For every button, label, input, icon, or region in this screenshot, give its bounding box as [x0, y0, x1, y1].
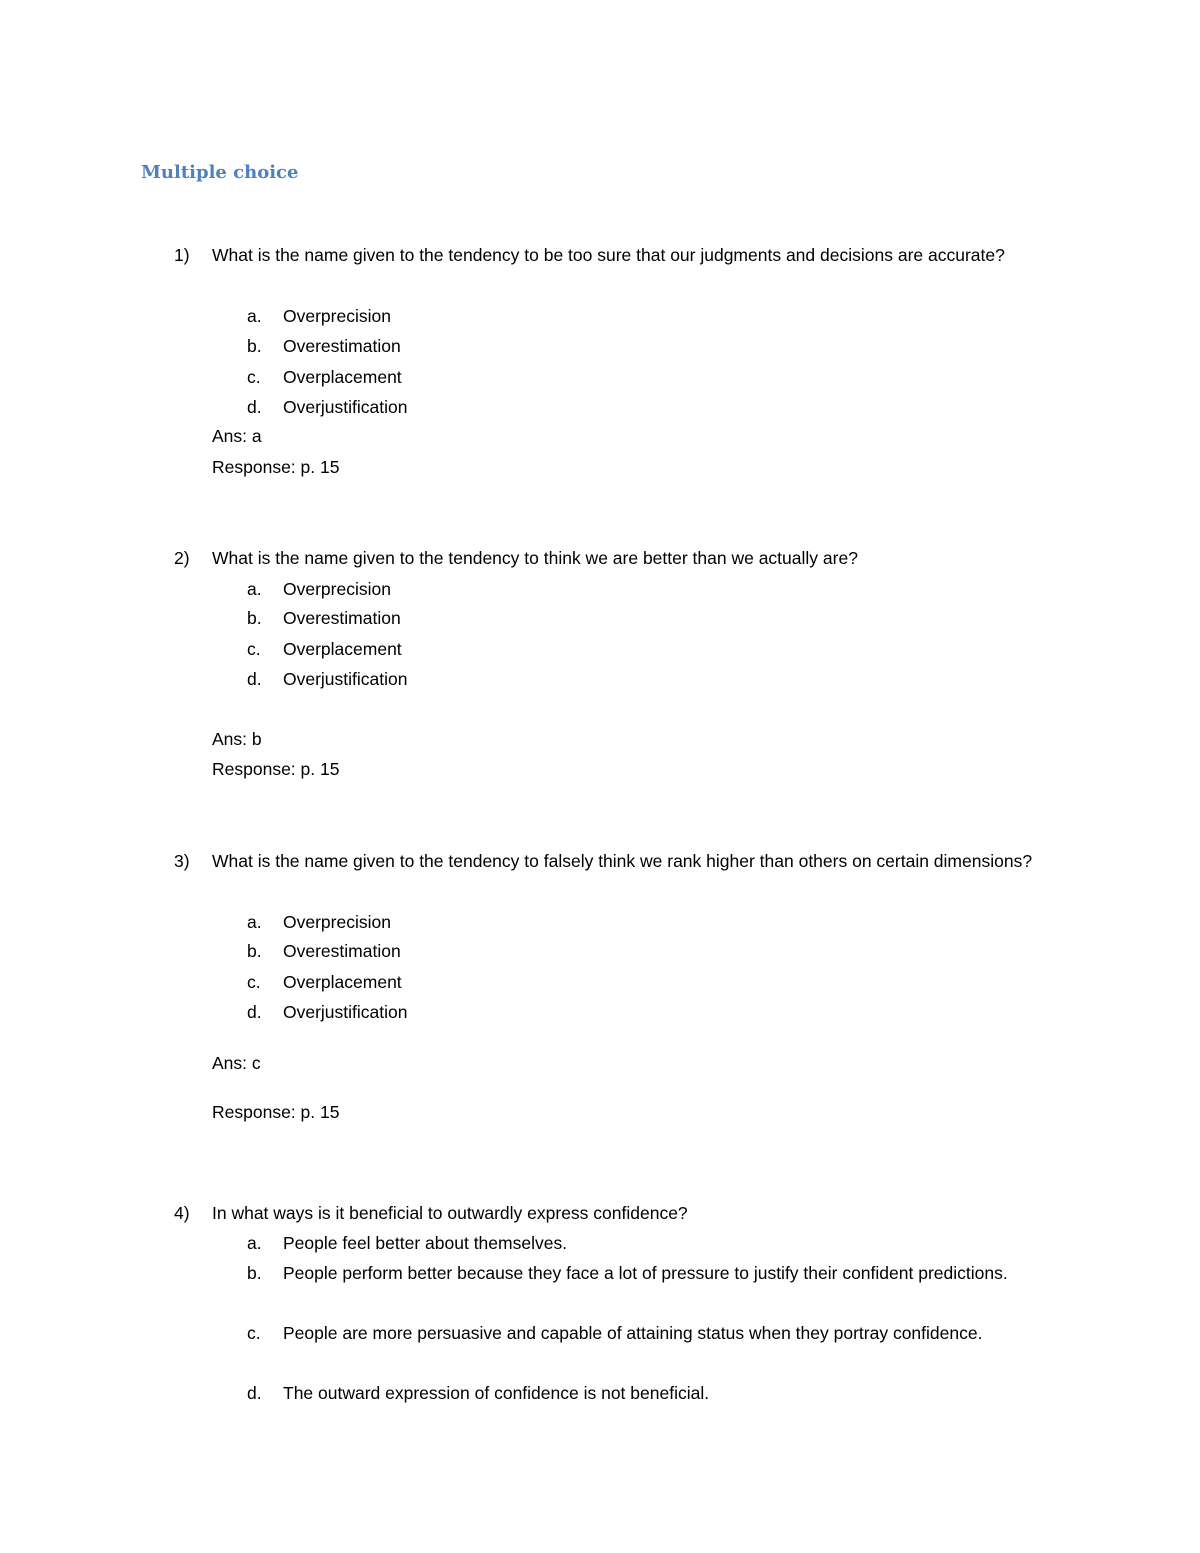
option-letter: a.	[247, 912, 262, 932]
option-text: People are more persuasive and capable of attaining status when they portray confidence.	[283, 1323, 983, 1343]
option-letter: c.	[247, 367, 261, 387]
option-text: Overestimation	[283, 336, 401, 356]
option-text: Overplacement	[283, 972, 402, 992]
response-text: Response: p. 15	[212, 1102, 340, 1122]
section-title: Multiple choice	[141, 162, 299, 183]
question-text: What is the name given to the tendency to falsely think we rank higher than others on certain dimensions?	[212, 851, 1033, 871]
option-text: Overestimation	[283, 941, 401, 961]
question-text: What is the name given to the tendency to be too sure that our judgments and decisions are accurate?	[212, 245, 1005, 265]
option-letter: b.	[247, 941, 262, 961]
answer-text: Ans: b	[212, 729, 262, 749]
option-letter: a.	[247, 1233, 262, 1253]
answer-text: Ans: c	[212, 1053, 261, 1073]
answer-text: Ans: a	[212, 426, 262, 446]
option-text: People perform better because they face a lot of pressure to justify their confident predictions.	[283, 1263, 1008, 1283]
option-text: Overplacement	[283, 367, 402, 387]
option-text: The outward expression of confidence is not beneficial.	[283, 1383, 710, 1403]
option-text: People feel better about themselves.	[283, 1233, 568, 1253]
response-text: Response: p. 15	[212, 457, 340, 477]
question-text: What is the name given to the tendency to think we are better than we actually are?	[212, 548, 858, 568]
option-text: Overjustification	[283, 1002, 408, 1022]
question-number: 2)	[174, 548, 190, 568]
question-text: In what ways is it beneficial to outwardly express confidence?	[212, 1203, 688, 1223]
question-number: 3)	[174, 851, 190, 871]
option-letter: d.	[247, 1002, 262, 1022]
question-number: 4)	[174, 1203, 190, 1223]
option-letter: b.	[247, 336, 262, 356]
response-text: Response: p. 15	[212, 759, 340, 779]
option-letter: c.	[247, 639, 261, 659]
option-text: Overprecision	[283, 579, 391, 599]
option-text: Overprecision	[283, 912, 391, 932]
option-letter: b.	[247, 1263, 262, 1283]
option-text: Overprecision	[283, 306, 391, 326]
option-text: Overplacement	[283, 639, 402, 659]
question-number: 1)	[174, 245, 190, 265]
option-letter: b.	[247, 608, 262, 628]
option-letter: c.	[247, 1323, 261, 1343]
option-letter: d.	[247, 669, 262, 689]
option-text: Overjustification	[283, 669, 408, 689]
option-letter: d.	[247, 1383, 262, 1403]
option-letter: c.	[247, 972, 261, 992]
option-letter: a.	[247, 579, 262, 599]
option-text: Overjustification	[283, 397, 408, 417]
option-letter: a.	[247, 306, 262, 326]
option-text: Overestimation	[283, 608, 401, 628]
option-letter: d.	[247, 397, 262, 417]
